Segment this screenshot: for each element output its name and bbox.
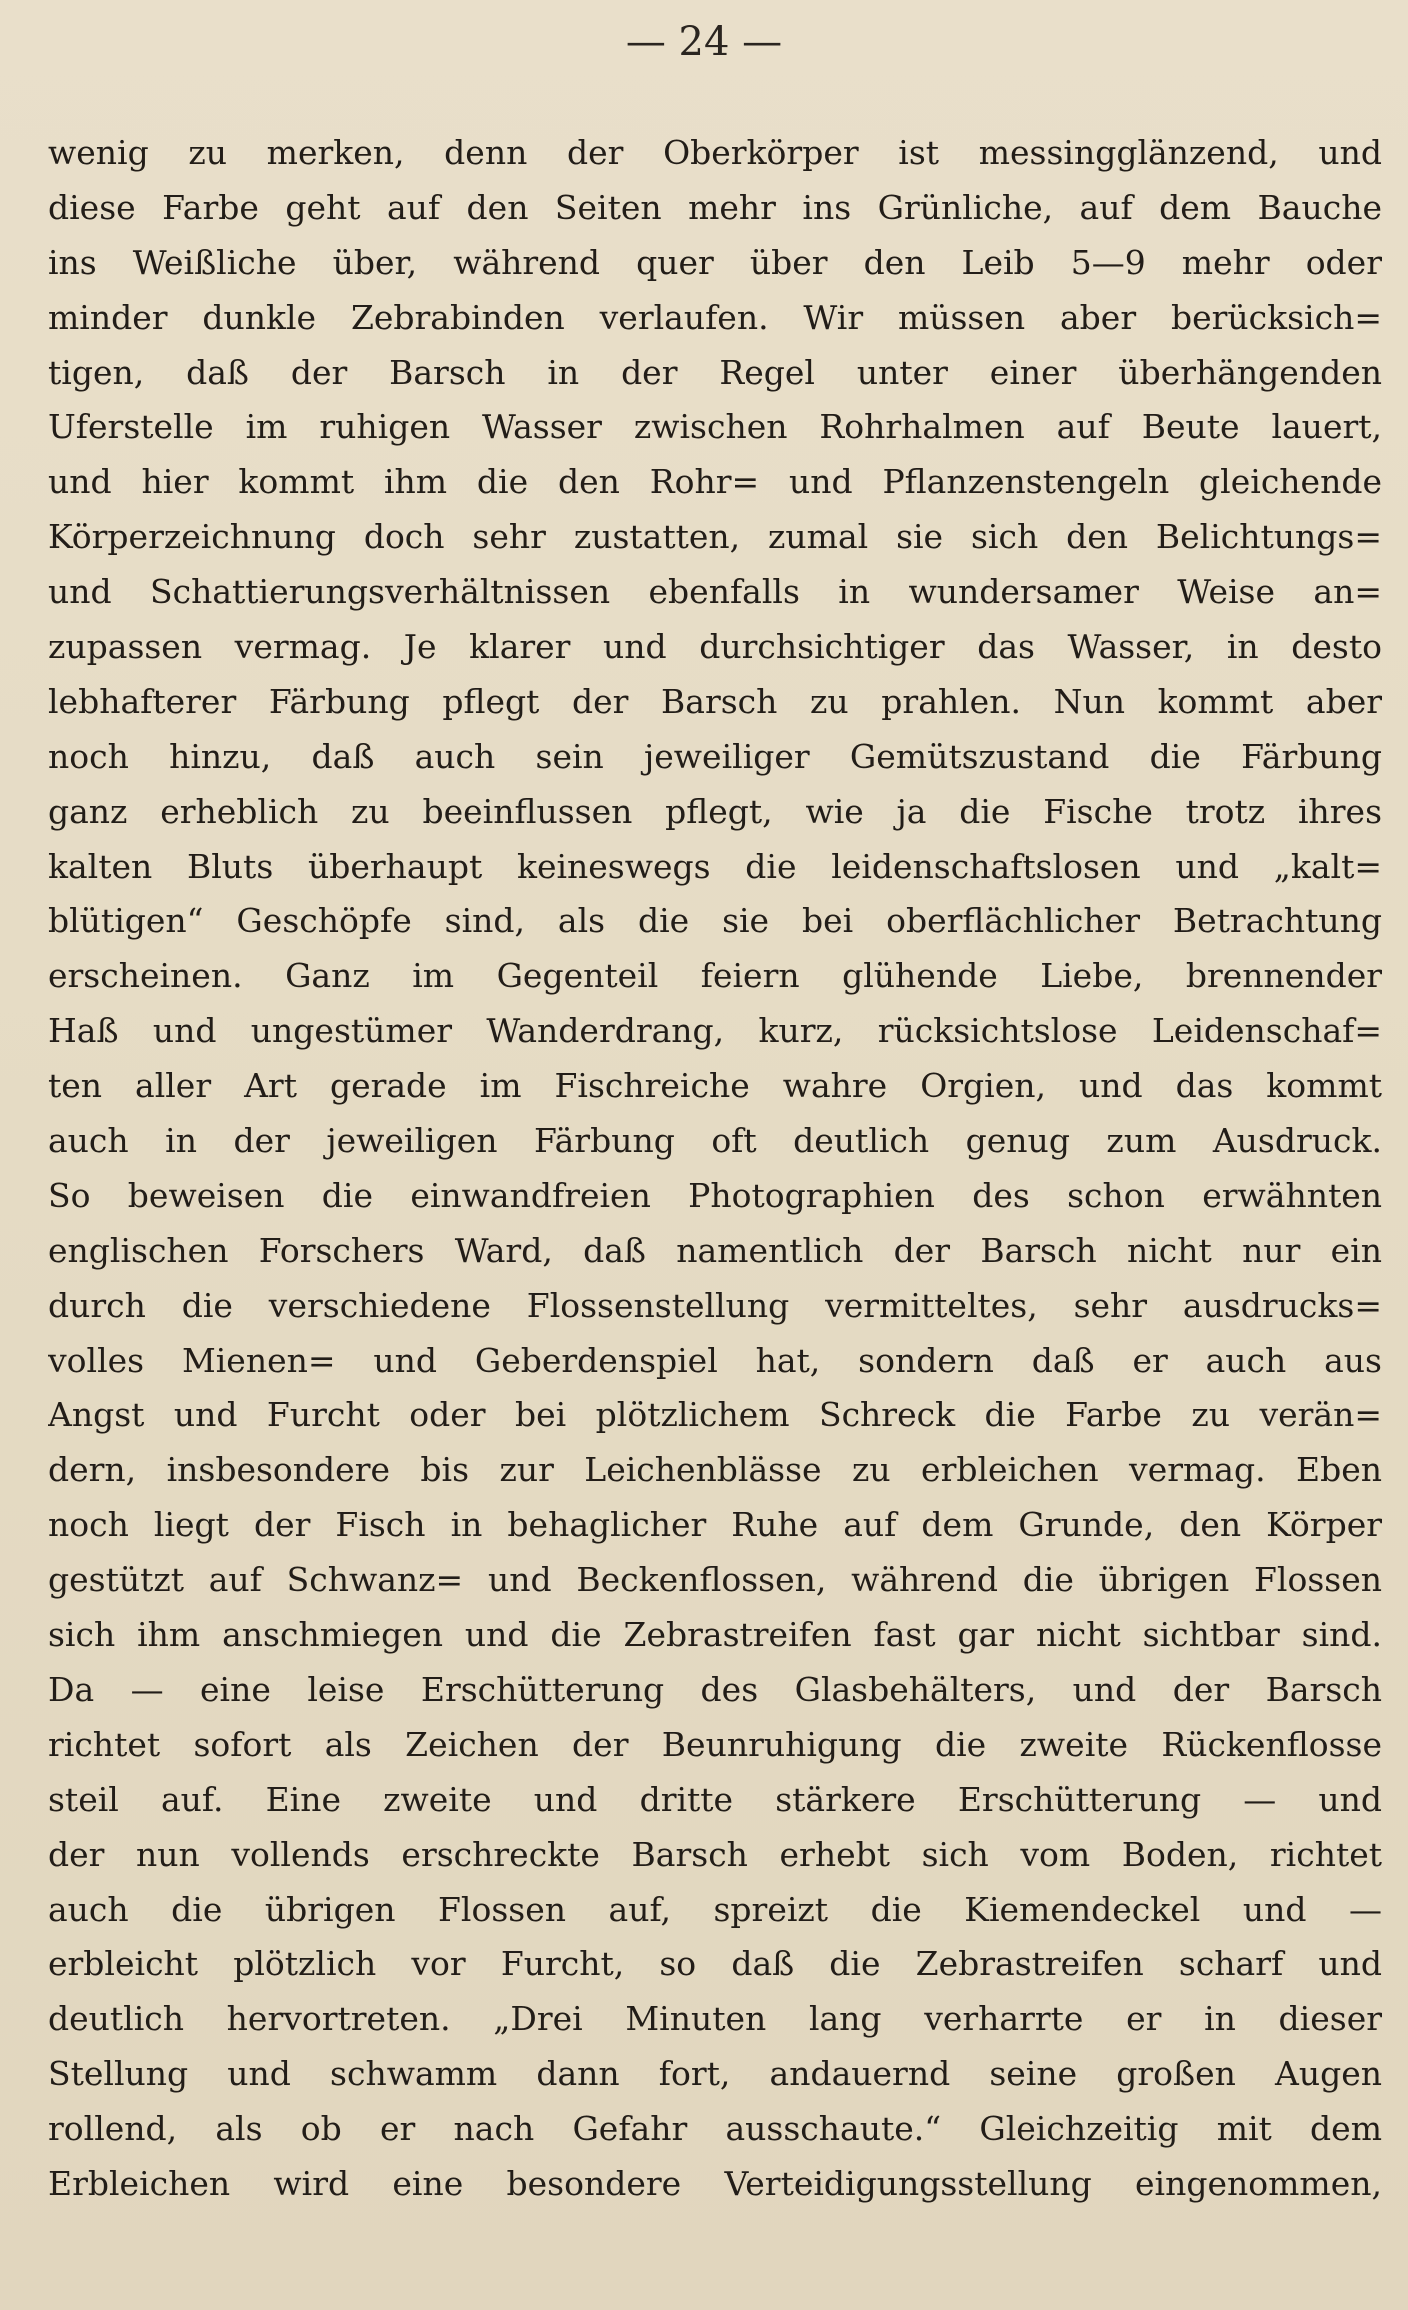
text-line: auch in der jeweiligen Färbung oft deutlich genug zum Ausdruck. bbox=[48, 1121, 1382, 1161]
text-line: gestützt auf Schwanz= und Beckenflossen, während die übrigen Flossen bbox=[48, 1560, 1382, 1600]
text-line: Haß und ungestümer Wanderdrang, kurz, rücksichtslose Leidenschaf= bbox=[48, 1011, 1382, 1051]
text-line: tigen, daß der Barsch in der Regel unter einer überhängenden bbox=[48, 352, 1382, 392]
text-line: Erbleichen wird eine besondere Verteidigungsstellung eingenommen, bbox=[48, 2163, 1382, 2203]
text-line: zupassen vermag. Je klarer und durchsichtiger das Wasser, in desto bbox=[48, 627, 1382, 667]
text-line: ten aller Art gerade im Fischreiche wahre Orgien, und das kommt bbox=[48, 1066, 1382, 1106]
text-line: erbleicht plötzlich vor Furcht, so daß die Zebrastreifen scharf und bbox=[48, 1944, 1382, 1984]
text-line: blütigen“ Geschöpfe sind, als die sie bei oberflächlicher Betrachtung bbox=[48, 901, 1382, 941]
text-line: und hier kommt ihm die den Rohr= und Pflanzenstengeln gleichende bbox=[48, 462, 1382, 502]
text-line: auch die übrigen Flossen auf, spreizt die Kiemendeckel und — bbox=[48, 1889, 1382, 1929]
text-line: und Schattierungsverhältnissen ebenfalls in wundersamer Weise an= bbox=[48, 572, 1382, 612]
text-line: diese Farbe geht auf den Seiten mehr ins Grünliche, auf dem Bauche bbox=[48, 187, 1382, 227]
text-line: kalten Bluts überhaupt keineswegs die leidenschaftslosen und „kalt= bbox=[48, 846, 1382, 886]
text-line: dern, insbesondere bis zur Leichenblässe zu erbleichen vermag. Eben bbox=[48, 1450, 1382, 1490]
text-line: Angst und Furcht oder bei plötzlichem Schreck die Farbe zu verän= bbox=[48, 1395, 1382, 1435]
text-line: volles Mienen= und Geberdenspiel hat, sondern daß er auch aus bbox=[48, 1340, 1382, 1380]
text-line: deutlich hervortreten. „Drei Minuten lang verharrte er in dieser bbox=[48, 1999, 1382, 2039]
text-line: der nun vollends erschreckte Barsch erhebt sich vom Boden, richtet bbox=[48, 1834, 1382, 1874]
text-line: durch die verschiedene Flossenstellung vermitteltes, sehr ausdrucks= bbox=[48, 1285, 1382, 1325]
text-line: ins Weißliche über, während quer über den Leib 5—9 mehr oder bbox=[48, 242, 1382, 282]
text-line: rollend, als ob er nach Gefahr ausschaute.“ Gleichzeitig mit dem bbox=[48, 2109, 1382, 2149]
text-line: ganz erheblich zu beeinflussen pflegt, wie ja die Fische trotz ihres bbox=[48, 791, 1382, 831]
text-line: richtet sofort als Zeichen der Beunruhigung die zweite Rückenflosse bbox=[48, 1724, 1382, 1764]
text-line: noch liegt der Fisch in behaglicher Ruhe auf dem Grunde, den Körper bbox=[48, 1505, 1382, 1545]
text-line: wenig zu merken, denn der Oberkörper ist messingglänzend, und bbox=[48, 133, 1382, 172]
text-line: lebhafterer Färbung pflegt der Barsch zu prahlen. Nun kommt aber bbox=[48, 681, 1382, 721]
text-line: So beweisen die einwandfreien Photographien des schon erwähnten bbox=[48, 1175, 1382, 1215]
text-line: Körperzeichnung doch sehr zustatten, zumal sie sich den Belichtungs= bbox=[48, 517, 1382, 557]
page-number: — 24 — bbox=[625, 19, 783, 65]
text-line: steil auf. Eine zweite und dritte stärkere Erschütterung — und bbox=[48, 1779, 1382, 1819]
text-line: noch hinzu, daß auch sein jeweiliger Gemütszustand die Färbung bbox=[48, 736, 1382, 776]
text-line: Stellung und schwamm dann fort, andauernd seine großen Augen bbox=[48, 2054, 1382, 2094]
text-line: minder dunkle Zebrabinden verlaufen. Wir müssen aber berücksich= bbox=[48, 297, 1382, 337]
text-line: erscheinen. Ganz im Gegenteil feiern glühende Liebe, brennender bbox=[48, 956, 1382, 996]
text-line: Da — eine leise Erschütterung des Glasbehälters, und der Barsch bbox=[48, 1669, 1382, 1709]
body-text bbox=[48, 126, 1382, 2212]
text-line: Uferstelle im ruhigen Wasser zwischen Rohrhalmen auf Beute lauert, bbox=[48, 407, 1382, 447]
text-line: englischen Forschers Ward, daß namentlich der Barsch nicht nur ein bbox=[48, 1230, 1382, 1270]
text-line: sich ihm anschmiegen und die Zebrastreifen fast gar nicht sichtbar sind. bbox=[48, 1615, 1382, 1655]
